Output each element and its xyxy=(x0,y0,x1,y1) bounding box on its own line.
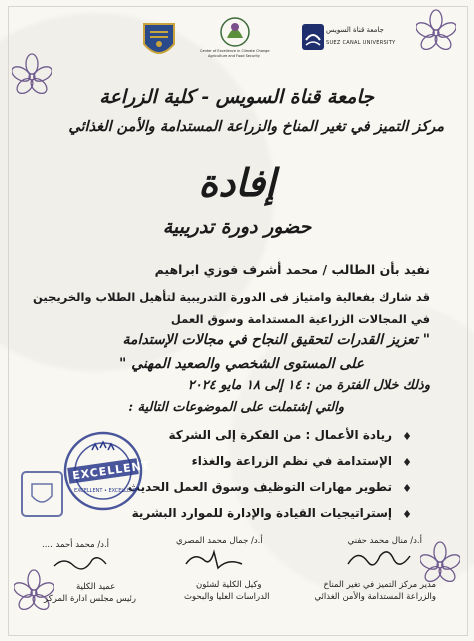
course-title-line-1: " تعزيز القدرات لتحقيق النجاح في مجالات الإستدامة xyxy=(122,332,430,348)
suez-canal-university-logo xyxy=(300,18,396,62)
recipient-line: نفيد بأن الطالب / محمد أشرف فوزي ابراهيم xyxy=(154,262,430,277)
bullet-icon: ♦ xyxy=(402,430,412,443)
signature-right-icon xyxy=(344,546,414,570)
signature-left-icon xyxy=(50,552,110,574)
bullet-icon: ♦ xyxy=(402,456,412,469)
topic-text: ريادة الأعمال : من الفكرة إلى الشركة xyxy=(168,428,392,442)
stamp-ring-text: EXCELLENT • EXCELLENT • xyxy=(74,488,142,494)
body-line-2: في المجالات الزراعية المستدامة وسوق العمل xyxy=(170,312,430,326)
signatory-center-name: أ.د/ جمال محمد المصري xyxy=(176,536,263,546)
center-name-heading: مركز التميز في تغير المناخ والزراعة المستدامة والأمن الغذائي xyxy=(68,118,444,135)
topics-intro-line: والتي إشتملت على الموضوعات التالية : xyxy=(128,400,344,415)
suez-logo-arabic: جامعة قناة السويس xyxy=(326,26,384,34)
signatory-right-title-1: مدير مركز التميز في تغير المناخ xyxy=(323,580,436,590)
signatory-center-title-1: وكيل الكلية لشئون xyxy=(196,580,262,590)
topic-text: إستراتيجيات القيادة والإدارة للموارد البشرية xyxy=(131,506,392,520)
flower-decoration-top-left xyxy=(12,52,52,106)
signatory-center-title-2: الدراسات العليا والبحوث xyxy=(184,592,270,602)
certificate-subtitle: حضور دورة تدريبية xyxy=(162,216,312,238)
course-title-line-2: على المستوى الشخصي والصعيد المهني " xyxy=(119,356,364,372)
signature-center-icon xyxy=(180,548,250,572)
signatory-left-name: أ.د/ محمد أحمد .... xyxy=(42,540,110,550)
signatory-left-title-1: عميد الكلية xyxy=(76,582,116,592)
course-dates-line: وذلك خلال الفترة من : ١٤ إلى ١٨ مايو ٢٠٢٤ xyxy=(187,378,430,393)
center-of-excellence-logo xyxy=(200,14,270,64)
flower-decoration-top-right xyxy=(416,8,456,62)
center-logo-line1: Center of Excellence in Climate Change xyxy=(200,49,270,53)
university-faculty-heading: جامعة قناة السويس - كلية الزراعة xyxy=(99,86,374,108)
center-logo-line2: Agriculture and Food Security xyxy=(208,54,260,58)
topic-text: الإستدامة في نظم الزراعة والغذاء xyxy=(191,454,392,468)
certificate-title: إفادة xyxy=(198,160,276,205)
seal-stamp xyxy=(20,470,64,518)
excellent-stamp xyxy=(62,430,151,512)
bullet-icon: ♦ xyxy=(402,508,412,521)
topic-text: تطوير مهارات التوظيف وسوق العمل الحديث xyxy=(127,480,392,494)
body-line-1: قد شارك بفعالية وامتياز فى الدورة التدريبية لتأهيل الطلاب والخريجين xyxy=(33,290,430,304)
suez-logo-english: SUEZ CANAL UNIVERSITY xyxy=(326,40,396,46)
signatory-right-title-2: والزراعة المستدامة والأمن الغذائي xyxy=(314,592,436,602)
stamp-text: EXCELLENT xyxy=(71,458,151,483)
faculty-of-agriculture-logo xyxy=(140,20,178,62)
bullet-icon: ♦ xyxy=(402,482,412,495)
signatory-right-name: أ.د/ منال محمد حفني xyxy=(347,536,422,546)
signatory-left-title-2: رئيس مجلس ادارة المركز xyxy=(44,594,137,604)
